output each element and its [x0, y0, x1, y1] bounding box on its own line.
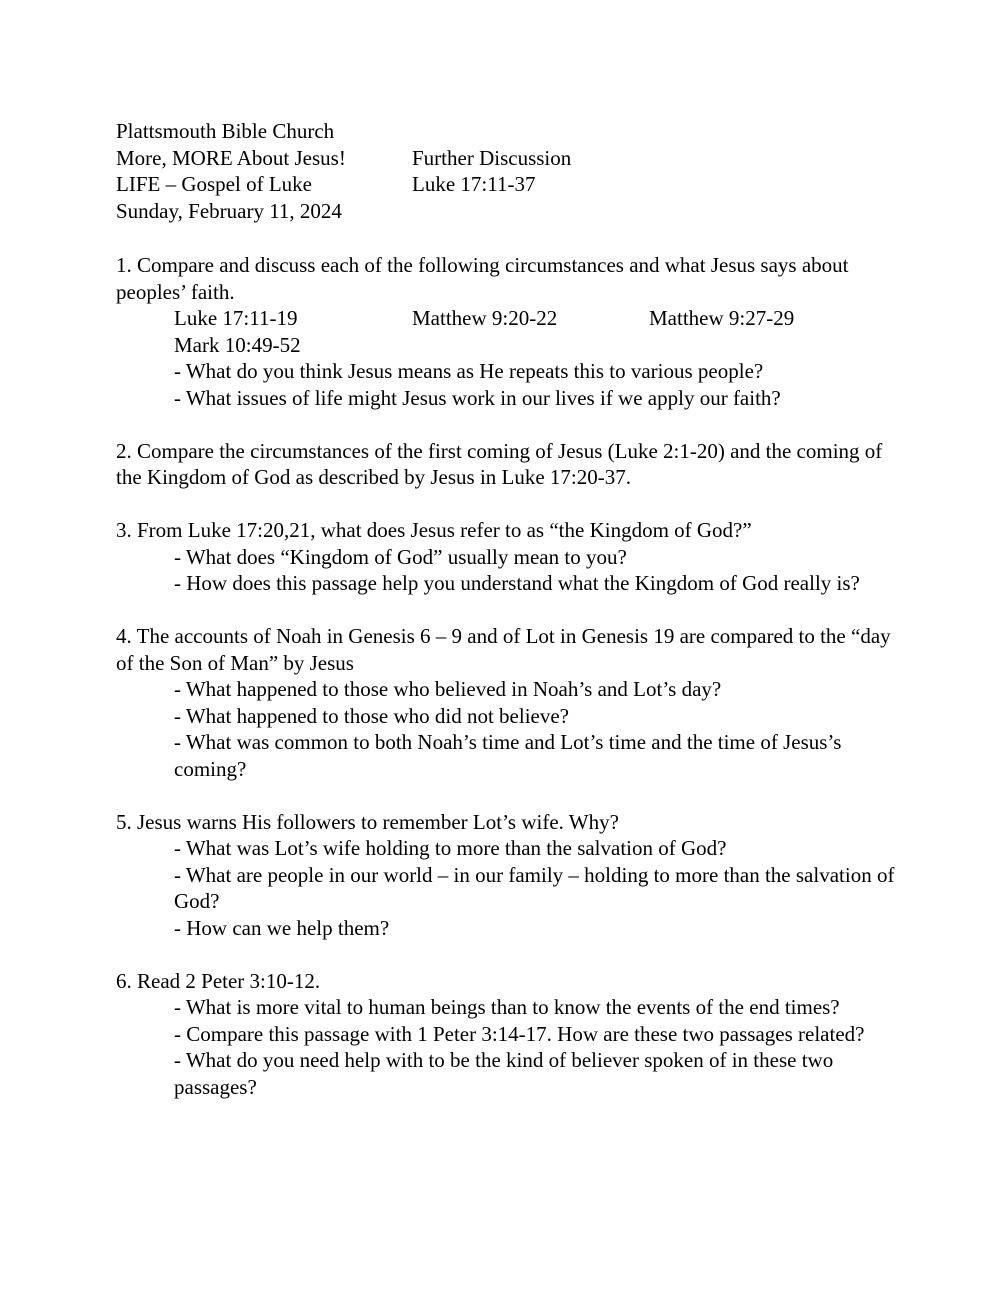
date-line: Sunday, February 11, 2024 — [116, 198, 342, 223]
study-title: LIFE – Gospel of Luke — [116, 172, 312, 196]
sub-question: - What do you think Jesus means as He repeats this to various people? — [174, 359, 764, 383]
question-6 — [116, 968, 896, 1101]
sub-question: - What does “Kingdom of God” usually mean to you? — [174, 544, 627, 569]
sub-question: - What issues of life might Jesus work in our lives if we apply our faith? — [174, 385, 781, 410]
reference: Mark 10:49-52 — [174, 332, 301, 357]
sub-question: - What happened to those who believed in Noah’s and Lot’s day? — [174, 677, 722, 701]
sub-question: - How does this passage help you understand what the Kingdom of God really is? — [174, 571, 860, 595]
series-title: More, MORE About Jesus! — [116, 145, 346, 170]
question-text: 5. Jesus warns His followers to remember Lot’s wife. Why? — [116, 809, 619, 834]
question-1 — [116, 252, 896, 411]
reference: Matthew 9:20-22 — [412, 306, 558, 330]
question-text: 4. The accounts of Noah in Genesis 6 – 9 and of Lot in Genesis 19 are compared to the “day of the Son of Man” by Jesus — [116, 624, 891, 675]
question-text: 6. Read 2 Peter 3:10-12. — [116, 968, 321, 993]
reference-row — [116, 305, 896, 332]
scripture-passage: Luke 17:11-37 — [412, 172, 536, 196]
question-text: 2. Compare the circumstances of the first coming of Jesus (Luke 2:1-20) and the coming of the Kingdom of God as described by Jesus in Luke 17:20-37. — [116, 438, 883, 489]
sub-question: - What was common to both Noah’s time and Lot’s time and the time of Jesus’s coming? — [174, 730, 842, 781]
sub-question: - What was Lot’s wife holding to more than the salvation of God? — [174, 836, 727, 860]
question-4 — [116, 623, 896, 782]
document-header — [116, 118, 916, 224]
question-2 — [116, 438, 896, 491]
question-5 — [116, 809, 896, 942]
sub-question: - What happened to those who did not believe? — [174, 703, 570, 728]
question-text: 3. From Luke 17:20,21, what does Jesus refer to as “the Kingdom of God?” — [116, 518, 752, 542]
sub-question: - What are people in our world – in our family – holding to more than the salvation of God? — [174, 862, 895, 913]
handout-type: Further Discussion — [412, 145, 572, 170]
sub-question: - How can we help them? — [174, 915, 390, 940]
reference: Luke 17:11-19 — [174, 306, 298, 330]
sub-question: - What is more vital to human beings than to know the events of the end times? — [174, 995, 840, 1019]
sub-question: - Compare this passage with 1 Peter 3:14-17. How are these two passages related? — [174, 1021, 865, 1046]
reference: Matthew 9:27-29 — [649, 306, 795, 330]
church-name: Plattsmouth Bible Church — [116, 119, 335, 143]
sub-question: - What do you need help with to be the kind of believer spoken of in these two passages? — [174, 1048, 834, 1099]
question-3 — [116, 517, 896, 597]
question-text: 1. Compare and discuss each of the following circumstances and what Jesus says about peoples’ faith. — [116, 253, 849, 304]
question-list — [116, 252, 896, 1127]
